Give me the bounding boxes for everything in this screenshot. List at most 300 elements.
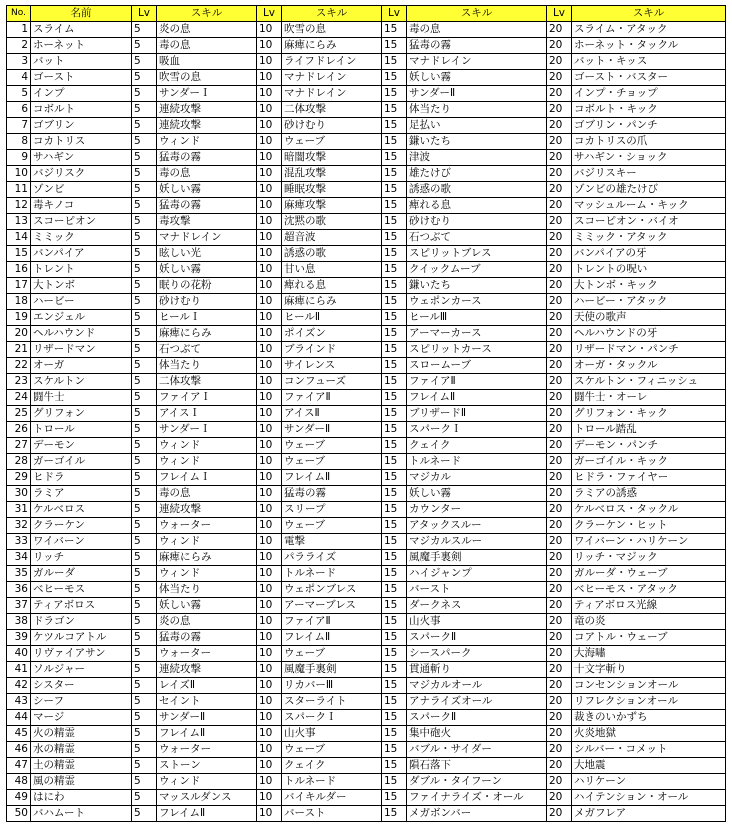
cell-lv: 10	[257, 326, 282, 342]
cell-lv: 15	[382, 310, 407, 326]
cell-skill: ベヒーモス・アタック	[572, 582, 726, 598]
cell-lv: 15	[382, 710, 407, 726]
cell-skill: フレイムⅡ	[157, 726, 257, 742]
cell-no: 12	[7, 198, 31, 214]
table-row	[7, 278, 726, 294]
cell-lv: 10	[257, 438, 282, 454]
cell-skill: 体当たり	[407, 102, 547, 118]
cell-skill: ファイアⅡ	[282, 390, 382, 406]
cell-skill: 毒の息	[407, 22, 547, 38]
cell-no: 20	[7, 326, 31, 342]
cell-skill: 大海嘯	[572, 646, 726, 662]
cell-skill: 集中砲火	[407, 726, 547, 742]
cell-skill: コンセンションオール	[572, 678, 726, 694]
cell-lv: 20	[547, 486, 572, 502]
cell-skill: 十文字斬り	[572, 662, 726, 678]
cell-skill: スロームーブ	[407, 358, 547, 374]
cell-lv: 5	[132, 390, 157, 406]
cell-lv: 20	[547, 566, 572, 582]
cell-name: ワイバーン	[31, 534, 132, 550]
cell-skill: 毒攻撃	[157, 214, 257, 230]
cell-no: 48	[7, 774, 31, 790]
cell-lv: 5	[132, 102, 157, 118]
cell-skill: 麻痺にらみ	[282, 294, 382, 310]
cell-lv: 15	[382, 422, 407, 438]
cell-lv: 20	[547, 534, 572, 550]
cell-skill: サハギン・ショック	[572, 150, 726, 166]
cell-name: ゾンビ	[31, 182, 132, 198]
cell-lv: 20	[547, 38, 572, 54]
cell-lv: 5	[132, 694, 157, 710]
cell-name: リッチ	[31, 550, 132, 566]
cell-no: 25	[7, 406, 31, 422]
cell-name: スライム	[31, 22, 132, 38]
cell-skill: ウィンド	[157, 566, 257, 582]
cell-lv: 10	[257, 390, 282, 406]
cell-skill: スケルトン・フィニッシュ	[572, 374, 726, 390]
cell-skill: ハイジャンプ	[407, 566, 547, 582]
cell-lv: 5	[132, 38, 157, 54]
cell-skill: 吹雪の息	[157, 70, 257, 86]
cell-lv: 20	[547, 198, 572, 214]
cell-no: 21	[7, 342, 31, 358]
cell-lv: 15	[382, 774, 407, 790]
cell-no: 4	[7, 70, 31, 86]
cell-skill: 妖しい霧	[407, 70, 547, 86]
table-row	[7, 678, 726, 694]
cell-lv: 20	[547, 262, 572, 278]
cell-lv: 20	[547, 742, 572, 758]
cell-lv: 10	[257, 614, 282, 630]
cell-skill: 甘い息	[282, 262, 382, 278]
cell-no: 35	[7, 566, 31, 582]
cell-lv: 10	[257, 774, 282, 790]
cell-lv: 5	[132, 278, 157, 294]
cell-skill: トルネード	[407, 454, 547, 470]
cell-skill: ゾンビの雄たけび	[572, 182, 726, 198]
cell-skill: 吹雪の息	[282, 22, 382, 38]
cell-lv: 5	[132, 582, 157, 598]
cell-lv: 5	[132, 742, 157, 758]
cell-skill: ゴースト・バスター	[572, 70, 726, 86]
cell-skill: ウェーブ	[282, 742, 382, 758]
table-row	[7, 182, 726, 198]
cell-skill: ハリケーン	[572, 774, 726, 790]
cell-skill: 連続攻撃	[157, 102, 257, 118]
cell-lv: 10	[257, 310, 282, 326]
cell-skill: ウィンド	[157, 454, 257, 470]
cell-lv: 15	[382, 134, 407, 150]
cell-skill: ヒールⅡ	[282, 310, 382, 326]
cell-lv: 5	[132, 166, 157, 182]
cell-name: 風の精霊	[31, 774, 132, 790]
cell-lv: 5	[132, 70, 157, 86]
cell-skill: 麻痺にらみ	[282, 38, 382, 54]
cell-lv: 10	[257, 182, 282, 198]
table-row	[7, 646, 726, 662]
table-row	[7, 294, 726, 310]
cell-lv: 5	[132, 54, 157, 70]
cell-lv: 20	[547, 614, 572, 630]
cell-lv: 10	[257, 662, 282, 678]
cell-lv: 5	[132, 310, 157, 326]
cell-skill: 電撃	[282, 534, 382, 550]
cell-lv: 5	[132, 262, 157, 278]
cell-lv: 5	[132, 406, 157, 422]
table-row	[7, 22, 726, 38]
table-row	[7, 742, 726, 758]
cell-skill: 暗闇攻撃	[282, 150, 382, 166]
cell-lv: 15	[382, 118, 407, 134]
cell-skill: サンダーＩ	[157, 86, 257, 102]
cell-lv: 10	[257, 806, 282, 822]
cell-skill: 炎の息	[157, 614, 257, 630]
cell-skill: レイズⅡ	[157, 678, 257, 694]
cell-skill: スライム・アタック	[572, 22, 726, 38]
cell-skill: ウェポンカース	[407, 294, 547, 310]
table-row	[7, 662, 726, 678]
cell-lv: 20	[547, 470, 572, 486]
cell-name: バジリスク	[31, 166, 132, 182]
table-row	[7, 246, 726, 262]
cell-lv: 20	[547, 86, 572, 102]
cell-lv: 10	[257, 758, 282, 774]
table-row	[7, 566, 726, 582]
cell-name: ゴースト	[31, 70, 132, 86]
cell-lv: 5	[132, 22, 157, 38]
cell-lv: 10	[257, 550, 282, 566]
cell-skill: 山火事	[407, 614, 547, 630]
cell-skill: ストーン	[157, 758, 257, 774]
cell-no: 40	[7, 646, 31, 662]
cell-skill: デーモン・パンチ	[572, 438, 726, 454]
cell-no: 30	[7, 486, 31, 502]
cell-no: 19	[7, 310, 31, 326]
cell-name: ハービー	[31, 294, 132, 310]
cell-lv: 5	[132, 294, 157, 310]
cell-lv: 15	[382, 550, 407, 566]
cell-skill: ヒールⅢ	[407, 310, 547, 326]
cell-skill: カウンター	[407, 502, 547, 518]
cell-skill: ガーゴイル・キック	[572, 454, 726, 470]
cell-name: デーモン	[31, 438, 132, 454]
cell-skill: 猛毒の霧	[157, 198, 257, 214]
cell-skill: 毒の息	[157, 486, 257, 502]
cell-no: 24	[7, 390, 31, 406]
header-name: 名前	[31, 6, 132, 22]
cell-skill: 風魔手裏剣	[407, 550, 547, 566]
cell-name: 水の精霊	[31, 742, 132, 758]
cell-skill: 麻痺にらみ	[157, 326, 257, 342]
cell-skill: 砂けむり	[282, 118, 382, 134]
cell-lv: 5	[132, 326, 157, 342]
cell-lv: 10	[257, 454, 282, 470]
table-body	[7, 22, 726, 822]
cell-skill: 麻痺攻撃	[282, 198, 382, 214]
cell-skill: ポイズン	[282, 326, 382, 342]
cell-lv: 20	[547, 246, 572, 262]
cell-skill: ハイテンション・オール	[572, 790, 726, 806]
table-row	[7, 438, 726, 454]
cell-lv: 20	[547, 214, 572, 230]
cell-skill: マジカル	[407, 470, 547, 486]
cell-skill: メガフレア	[572, 806, 726, 822]
table-row	[7, 774, 726, 790]
cell-no: 33	[7, 534, 31, 550]
cell-skill: 吸血	[157, 54, 257, 70]
table-row	[7, 598, 726, 614]
cell-lv: 5	[132, 438, 157, 454]
cell-skill: クラーケン・ヒット	[572, 518, 726, 534]
table-row	[7, 342, 726, 358]
cell-lv: 20	[547, 278, 572, 294]
cell-skill: ホーネット・タックル	[572, 38, 726, 54]
cell-skill: ウェーブ	[282, 646, 382, 662]
cell-name: ラミア	[31, 486, 132, 502]
cell-skill: スターライト	[282, 694, 382, 710]
cell-skill: 連続攻撃	[157, 662, 257, 678]
table-row	[7, 422, 726, 438]
cell-lv: 5	[132, 662, 157, 678]
header-skill-3: スキル	[407, 6, 547, 22]
cell-lv: 5	[132, 790, 157, 806]
cell-lv: 10	[257, 38, 282, 54]
cell-no: 34	[7, 550, 31, 566]
cell-skill: 貫通斬り	[407, 662, 547, 678]
cell-no: 1	[7, 22, 31, 38]
cell-no: 44	[7, 710, 31, 726]
cell-skill: クェイク	[407, 438, 547, 454]
cell-name: バンパイア	[31, 246, 132, 262]
cell-no: 18	[7, 294, 31, 310]
table-row	[7, 790, 726, 806]
cell-skill: ファイアＩ	[157, 390, 257, 406]
cell-skill: 天使の歌声	[572, 310, 726, 326]
cell-lv: 15	[382, 566, 407, 582]
table-row	[7, 70, 726, 86]
cell-lv: 5	[132, 230, 157, 246]
cell-name: 大トンボ	[31, 278, 132, 294]
cell-name: ケツルコアトル	[31, 630, 132, 646]
cell-lv: 20	[547, 406, 572, 422]
cell-skill: サンダーⅡ	[157, 710, 257, 726]
table-row	[7, 726, 726, 742]
cell-lv: 5	[132, 710, 157, 726]
cell-lv: 10	[257, 342, 282, 358]
cell-lv: 20	[547, 518, 572, 534]
cell-lv: 5	[132, 454, 157, 470]
cell-lv: 20	[547, 326, 572, 342]
cell-lv: 5	[132, 758, 157, 774]
table-row	[7, 518, 726, 534]
cell-skill: 眠りの花粉	[157, 278, 257, 294]
cell-skill: スコーピオン・バイオ	[572, 214, 726, 230]
cell-name: 闘牛士	[31, 390, 132, 406]
cell-lv: 10	[257, 422, 282, 438]
cell-skill: バイキルダー	[282, 790, 382, 806]
cell-skill: スピリットブレス	[407, 246, 547, 262]
cell-skill: 猛毒の霧	[407, 38, 547, 54]
cell-skill: ティアボロス光線	[572, 598, 726, 614]
cell-skill: 妖しい霧	[157, 182, 257, 198]
cell-name: マージ	[31, 710, 132, 726]
cell-skill: リザードマン・パンチ	[572, 342, 726, 358]
cell-lv: 20	[547, 22, 572, 38]
cell-lv: 20	[547, 758, 572, 774]
cell-lv: 5	[132, 550, 157, 566]
cell-skill: マジカルオール	[407, 678, 547, 694]
table-row	[7, 150, 726, 166]
cell-skill: バジリスキー	[572, 166, 726, 182]
cell-skill: アイスＩ	[157, 406, 257, 422]
cell-skill: 猛毒の霧	[157, 150, 257, 166]
cell-skill: 痺れる息	[407, 198, 547, 214]
cell-skill: アイスⅡ	[282, 406, 382, 422]
table-row	[7, 694, 726, 710]
cell-no: 14	[7, 230, 31, 246]
cell-lv: 5	[132, 214, 157, 230]
cell-no: 43	[7, 694, 31, 710]
table-row	[7, 102, 726, 118]
cell-skill: クイックムーブ	[407, 262, 547, 278]
cell-no: 39	[7, 630, 31, 646]
table-row	[7, 198, 726, 214]
cell-skill: シルバー・コメット	[572, 742, 726, 758]
cell-skill: 妖しい霧	[157, 598, 257, 614]
table-row	[7, 358, 726, 374]
cell-skill: フレイムⅡ	[157, 806, 257, 822]
cell-skill: 連続攻撃	[157, 118, 257, 134]
table-row	[7, 454, 726, 470]
cell-no: 17	[7, 278, 31, 294]
cell-name: トロール	[31, 422, 132, 438]
cell-skill: ウォーター	[157, 518, 257, 534]
cell-skill: ケルベロス・タックル	[572, 502, 726, 518]
cell-skill: シースパーク	[407, 646, 547, 662]
cell-skill: マッシュルーム・キック	[572, 198, 726, 214]
cell-lv: 15	[382, 470, 407, 486]
cell-skill: ゴブリン・パンチ	[572, 118, 726, 134]
cell-lv: 5	[132, 726, 157, 742]
table-row	[7, 166, 726, 182]
cell-lv: 20	[547, 438, 572, 454]
cell-lv: 20	[547, 70, 572, 86]
cell-lv: 15	[382, 166, 407, 182]
cell-skill: 火炎地獄	[572, 726, 726, 742]
cell-skill: スパークⅡ	[407, 710, 547, 726]
cell-lv: 20	[547, 102, 572, 118]
cell-name: リヴァイアサン	[31, 646, 132, 662]
cell-lv: 20	[547, 118, 572, 134]
cell-no: 46	[7, 742, 31, 758]
cell-name: シーフ	[31, 694, 132, 710]
cell-lv: 10	[257, 374, 282, 390]
table-row	[7, 406, 726, 422]
cell-skill: コンフューズ	[282, 374, 382, 390]
cell-skill: バースト	[407, 582, 547, 598]
cell-lv: 20	[547, 182, 572, 198]
cell-skill: 沈黙の歌	[282, 214, 382, 230]
table-row	[7, 582, 726, 598]
header-skill-1: スキル	[157, 6, 257, 22]
cell-skill: 猛毒の霧	[157, 630, 257, 646]
table-row	[7, 374, 726, 390]
cell-lv: 10	[257, 134, 282, 150]
cell-name: ヒドラ	[31, 470, 132, 486]
cell-lv: 15	[382, 742, 407, 758]
cell-skill: ウォーター	[157, 742, 257, 758]
cell-lv: 10	[257, 566, 282, 582]
cell-lv: 10	[257, 646, 282, 662]
cell-no: 26	[7, 422, 31, 438]
cell-lv: 15	[382, 726, 407, 742]
cell-name: ケルベロス	[31, 502, 132, 518]
cell-lv: 10	[257, 150, 282, 166]
cell-skill: ミミック・アタック	[572, 230, 726, 246]
cell-skill: スパークＩ	[407, 422, 547, 438]
cell-no: 10	[7, 166, 31, 182]
cell-name: 毒キノコ	[31, 198, 132, 214]
cell-no: 13	[7, 214, 31, 230]
cell-name: リザードマン	[31, 342, 132, 358]
monster-skill-table	[6, 5, 726, 822]
table-row	[7, 550, 726, 566]
cell-no: 32	[7, 518, 31, 534]
cell-lv: 15	[382, 342, 407, 358]
cell-skill: マナドレイン	[282, 86, 382, 102]
cell-skill: 竜の炎	[572, 614, 726, 630]
cell-lv: 10	[257, 198, 282, 214]
cell-skill: 砂けむり	[407, 214, 547, 230]
cell-skill: ライフドレイン	[282, 54, 382, 70]
cell-no: 37	[7, 598, 31, 614]
cell-lv: 15	[382, 182, 407, 198]
cell-lv: 10	[257, 726, 282, 742]
cell-skill: スパークⅡ	[407, 630, 547, 646]
cell-name: スコーピオン	[31, 214, 132, 230]
cell-lv: 10	[257, 582, 282, 598]
cell-skill: 隕石落下	[407, 758, 547, 774]
cell-lv: 5	[132, 358, 157, 374]
cell-lv: 5	[132, 374, 157, 390]
cell-name: スケルトン	[31, 374, 132, 390]
cell-name: エンジェル	[31, 310, 132, 326]
cell-lv: 10	[257, 502, 282, 518]
cell-lv: 15	[382, 230, 407, 246]
cell-skill: 痺れる息	[282, 278, 382, 294]
cell-lv: 10	[257, 470, 282, 486]
cell-skill: トルネード	[282, 566, 382, 582]
cell-no: 49	[7, 790, 31, 806]
cell-name: ベヒーモス	[31, 582, 132, 598]
cell-lv: 10	[257, 166, 282, 182]
cell-skill: ブリザードⅡ	[407, 406, 547, 422]
cell-lv: 5	[132, 470, 157, 486]
cell-lv: 15	[382, 38, 407, 54]
cell-skill: 混乱攻撃	[282, 166, 382, 182]
cell-skill: セイント	[157, 694, 257, 710]
cell-lv: 10	[257, 214, 282, 230]
cell-lv: 15	[382, 278, 407, 294]
cell-skill: リカバーⅢ	[282, 678, 382, 694]
cell-lv: 5	[132, 502, 157, 518]
cell-skill: ファイアⅡ	[407, 374, 547, 390]
cell-name: ゴブリン	[31, 118, 132, 134]
cell-name: ガルーダ	[31, 566, 132, 582]
cell-skill: ファイナライズ・オール	[407, 790, 547, 806]
cell-skill: 妖しい霧	[407, 486, 547, 502]
cell-skill: 二体攻撃	[282, 102, 382, 118]
